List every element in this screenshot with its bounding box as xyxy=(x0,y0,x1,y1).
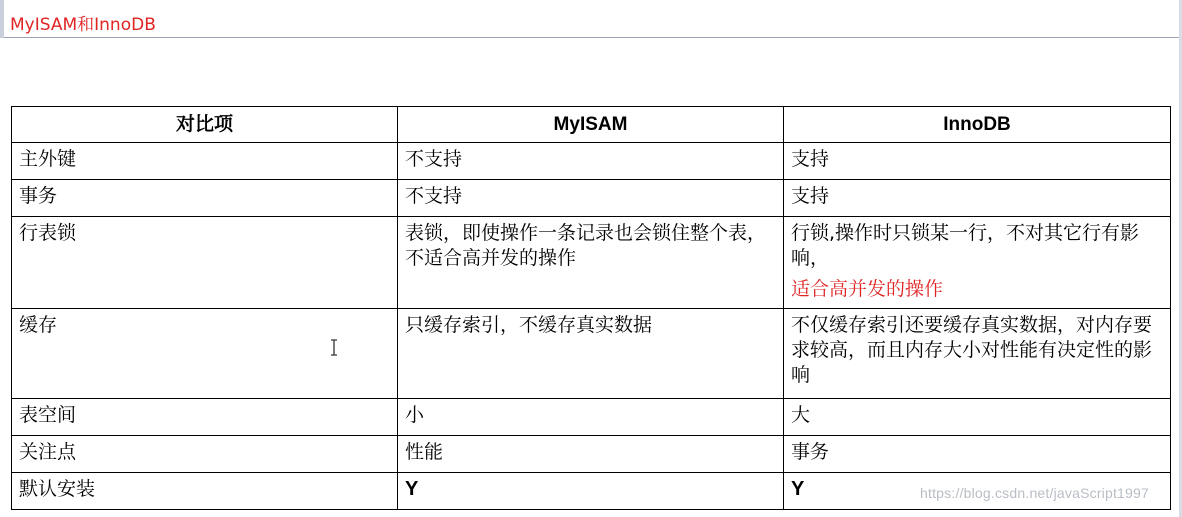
cell-text: Y xyxy=(791,478,805,500)
cell-myisam xyxy=(398,217,784,309)
header-innodb: InnoDB xyxy=(784,107,1171,143)
highlight-note: 适合高并发的操作 xyxy=(791,278,944,300)
cell-content xyxy=(784,217,1170,306)
title-bar-edge xyxy=(0,0,4,38)
cell-text: 默认安装 xyxy=(19,478,96,500)
text-cursor-icon xyxy=(329,339,339,356)
cell-text: 表锁，即使操作一条记录也会锁住整个表，不适合高并发的操作 xyxy=(405,222,767,269)
cell-item xyxy=(12,399,398,436)
title-bar xyxy=(0,0,1182,38)
document-title: MyISAM和InnoDB xyxy=(10,15,156,35)
cell-text: 小 xyxy=(405,404,425,426)
cell-text: Y xyxy=(405,478,419,500)
table-row xyxy=(12,180,1171,217)
cell-item xyxy=(12,180,398,217)
cell-text: 不仅缓存索引还要缓存真实数据，对内存要求较高，而且内存大小对性能有决定性的影响 xyxy=(791,314,1153,386)
cell-innodb xyxy=(784,399,1171,436)
table-row xyxy=(12,143,1171,180)
cell-innodb xyxy=(784,217,1171,309)
cell-innodb xyxy=(784,180,1171,217)
cell-myisam xyxy=(398,436,784,473)
cell-innodb xyxy=(784,309,1171,399)
table-row xyxy=(12,217,1171,309)
cell-innodb xyxy=(784,436,1171,473)
cell-myisam xyxy=(398,309,784,399)
cell-myisam xyxy=(398,473,784,510)
cell-text: 缓存 xyxy=(19,314,58,336)
cell-innodb xyxy=(784,143,1171,180)
cell-item xyxy=(12,217,398,309)
cell-item xyxy=(12,143,398,180)
cell-text: 大 xyxy=(791,404,811,426)
cell-item xyxy=(12,473,398,510)
cell-text: 表空间 xyxy=(19,404,77,426)
cell-text: 事务 xyxy=(791,441,830,463)
cell-text: 不支持 xyxy=(405,185,463,207)
cell-myisam xyxy=(398,143,784,180)
comparison-table xyxy=(11,106,1171,510)
cell-text: 关注点 xyxy=(19,441,77,463)
cell-text: 不支持 xyxy=(405,148,463,170)
cell-text: 性能 xyxy=(405,441,444,463)
cell-text: 只缓存索引，不缓存真实数据 xyxy=(405,314,653,336)
cell-item xyxy=(12,309,398,399)
cell-text: 行表锁 xyxy=(19,222,77,244)
cell-text: 主外键 xyxy=(19,148,77,170)
cell-myisam xyxy=(398,399,784,436)
cell-text: 支持 xyxy=(791,185,830,207)
table-row xyxy=(12,309,1171,399)
header-myisam: MyISAM xyxy=(398,107,784,143)
cell-text: 行锁,操作时只锁某一行，不对其它行有影响， xyxy=(791,222,1140,269)
cell-item xyxy=(12,436,398,473)
cell-text: 事务 xyxy=(19,185,58,207)
cell-text: 支持 xyxy=(791,148,830,170)
watermark: https://blog.csdn.net/javaScript1997 xyxy=(920,485,1150,501)
table-row xyxy=(12,436,1171,473)
cell-myisam xyxy=(398,180,784,217)
table-header-row xyxy=(12,107,1171,143)
header-item: 对比项 xyxy=(12,107,398,143)
table-row xyxy=(12,399,1171,436)
